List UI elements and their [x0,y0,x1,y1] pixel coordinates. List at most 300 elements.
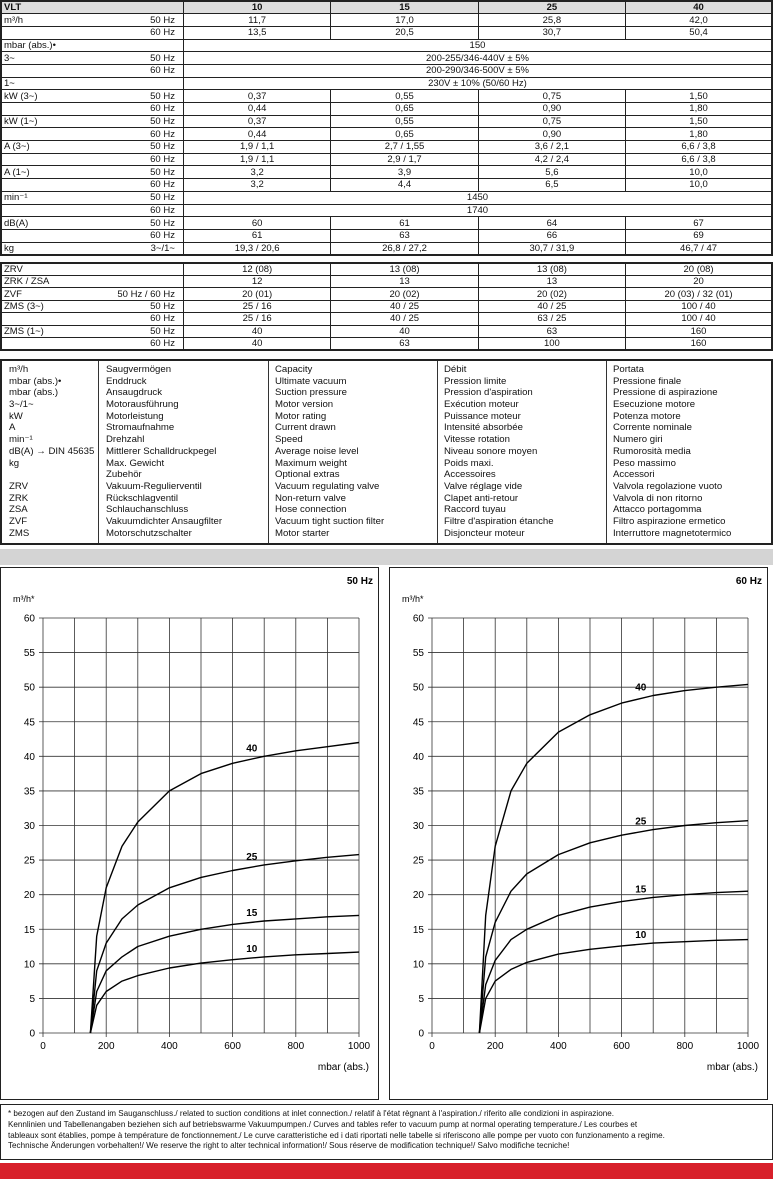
series-line-15 [90,915,359,1033]
legend-item: kg [9,457,20,469]
legend-item: Motorschutzschalter [106,527,192,539]
spec-value: 30,7 / 31,9 [478,242,625,255]
legend-panel [0,359,773,545]
spec-freq: 50 Hz [81,217,183,230]
spec-value: 1450 [183,191,772,204]
separator-bar [0,549,773,565]
spec-value: 50,4 [626,26,772,39]
spec-label [1,204,81,217]
chart-50hz-svg [1,568,380,1101]
legend-item: Raccord tuyau [444,504,506,516]
spec-value: 0,55 [331,115,478,128]
accessories-table [0,262,773,351]
legend-item: Valve réglage vide [444,480,523,492]
spec-freq: 60 Hz [81,103,183,116]
spec-row [1,229,772,242]
spec-value: 0,37 [183,90,330,103]
spec-value: 19,3 / 20,6 [183,242,330,255]
spec-freq: 50 Hz [81,191,183,204]
spec-value: 66 [478,229,625,242]
spec-value: 1,9 / 1,1 [183,153,330,166]
x-tick-label: 400 [550,1041,567,1052]
y-tick-label: 30 [23,821,35,832]
accessory-value: 13 (08) [478,263,625,276]
legend-item: Drehzahl [106,434,145,446]
accessory-row [1,325,772,337]
x-tick-label: 600 [224,1041,241,1052]
accessory-label [1,337,81,350]
spec-value: 26,8 / 27,2 [331,242,478,255]
accessory-row [1,337,772,350]
series-line-40 [479,684,748,1033]
accessory-row [1,288,772,300]
spec-row [1,204,772,217]
legend-item: Stromaufnahme [106,422,175,434]
y-tick-label: 20 [23,890,35,902]
footer-line-3: tableaux sont établies, pompe à température de fonctionnement./ Le curve caratteristiche ed i dati riportati nelle tabelle si riferiscono alle pompe per vuoto con funzionamento a regime. [8,1130,665,1140]
legend-item: Non-return valve [275,492,346,504]
accessory-label: ZMS (3~) [1,300,81,312]
series-label: 10 [635,930,647,942]
accessory-freq: 50 Hz [81,325,183,337]
legend-item: Rückschlagventil [106,492,178,504]
spec-value: 61 [331,217,478,230]
spec-value: 0,90 [478,103,625,116]
y-tick-label: 45 [412,717,424,729]
spec-value: 46,7 / 47 [626,242,772,255]
y-tick-label: 60 [412,613,424,625]
spec-freq: 60 Hz [81,229,183,242]
spec-value: 61 [183,229,330,242]
spec-label: min⁻¹ [1,191,81,204]
spec-value: 1,50 [626,115,772,128]
spec-value: 230V ± 10% (50/60 Hz) [183,77,772,90]
accessory-value: 20 (08) [626,263,772,276]
legend-item: Interruttore magnetotermico [613,527,732,539]
x-tick-label: 200 [486,1041,504,1052]
spec-freq: 50 Hz [81,141,183,154]
legend-item: Exécution moteur [444,399,519,411]
y-tick-label: 20 [412,890,424,902]
accessory-value: 40 / 25 [478,300,625,312]
spec-value: 150 [183,39,772,52]
legend-item: Débit [444,364,467,375]
x-tick-label: 600 [613,1041,630,1052]
legend-item: Optional extras [275,469,340,481]
legend-item: Saugvermögen [106,364,172,375]
accessory-value: 25 / 16 [183,313,330,325]
model-label: VLT [1,1,183,14]
x-tick-label: 800 [287,1041,305,1052]
spec-value: 63 [331,229,478,242]
x-tick-label: 0 [40,1041,46,1052]
spec-value: 60 [183,217,330,230]
spec-row [1,141,772,154]
spec-freq [81,39,183,52]
spec-label [1,103,81,116]
x-tick-label: 1000 [736,1041,760,1052]
accessory-value: 40 / 25 [331,313,478,325]
spec-row [1,26,772,39]
x-tick-label: 200 [97,1041,115,1052]
accessory-label [1,313,81,325]
y-tick-label: 0 [418,1028,424,1040]
x-tick-label: 0 [429,1041,435,1052]
legend-item: Accessori [613,469,655,481]
y-tick-label: 10 [412,959,424,971]
spec-label: dB(A) [1,217,81,230]
spec-value: 30,7 [478,26,625,39]
legend-item: Enddruck [106,375,147,387]
legend-item: Capacity [275,364,313,375]
spec-value: 0,37 [183,115,330,128]
spec-freq: 50 Hz [81,115,183,128]
legend-item: Ultimate vacuum [275,375,347,387]
y-tick-label: 45 [23,717,35,729]
accessory-value: 40 [183,337,330,350]
spec-value: 1,50 [626,90,772,103]
x-axis-label: mbar (abs.) [706,1062,758,1073]
spec-value: 6,6 / 3,8 [626,153,772,166]
spec-freq: 60 Hz [81,179,183,192]
footer-line-1: * bezogen auf den Zustand im Sauganschluss./ related to suction conditions at inlet connection./ relatif à l'état règnant à l'aspiration./ riferito alle condizioni in aspirazione. [8,1109,614,1118]
spec-freq: 50 Hz [81,52,183,65]
chart-title: 60 Hz [735,576,762,587]
spec-label: kW (1~) [1,115,81,128]
accessory-value: 40 / 25 [331,300,478,312]
accessory-freq [81,276,183,288]
chart-50hz [0,567,379,1100]
x-tick-label: 800 [676,1041,694,1052]
spec-freq: 50 Hz [81,166,183,179]
legend-item: Vakuum-Regulierventil [106,480,202,492]
legend-item: m³/h [9,364,29,375]
y-tick-label: 50 [412,682,424,694]
legend-item: 3~/1~ [9,399,34,411]
legend-item: min⁻¹ [9,434,33,446]
accessory-label: ZMS (1~) [1,325,81,337]
legend-french [444,364,554,539]
legend-item: Max. Gewicht [106,457,165,469]
accessory-value: 160 [626,325,772,337]
legend-german [106,364,222,539]
accessory-freq: 50 Hz / 60 Hz [81,288,183,300]
legend-item: Motor starter [275,527,330,539]
spec-value: 4,2 / 2,4 [478,153,625,166]
accessory-value: 13 [478,276,625,288]
accessory-value: 63 [478,325,625,337]
legend-item: Attacco portagomma [613,504,702,516]
spec-value: 1,80 [626,103,772,116]
legend-item: Hose connection [275,504,347,516]
legend-item: Clapet anti-retour [444,492,519,504]
y-tick-label: 35 [23,786,35,798]
legend-english [275,364,384,539]
accessory-value: 63 [331,337,478,350]
spec-value: 0,90 [478,128,625,141]
accessory-value: 12 [183,276,330,288]
legend-item: ZSA [9,504,28,516]
legend-item: Vitesse rotation [444,434,510,446]
y-tick-label: 40 [23,751,35,763]
spec-value: 25,8 [478,14,625,27]
accessory-value: 20 (03) / 32 (01) [626,288,772,300]
legend-item: Ansaugdruck [106,387,162,399]
spec-row [1,103,772,116]
legend-item: Pressione finale [613,375,682,387]
spec-value: 10,0 [626,179,772,192]
legend-item: kW [9,410,23,422]
spec-value: 64 [478,217,625,230]
spec-value: 67 [626,217,772,230]
accessory-freq: 50 Hz [81,300,183,312]
accessory-value: 20 [626,276,772,288]
legend-item: Mittlerer Schalldruckpegel [106,445,217,457]
y-tick-label: 0 [29,1028,35,1040]
spec-value: 200-255/346-440V ± 5% [183,52,772,65]
series-label: 25 [246,851,258,863]
footer-notes [0,1104,773,1160]
chart-60hz-svg [390,568,769,1101]
legend-item: Filtre d'aspiration étanche [444,515,554,527]
series-label: 25 [635,816,647,828]
series-label: 15 [246,907,258,919]
series-line-40 [90,743,359,1034]
spec-freq: 50 Hz [81,14,183,27]
legend-item: Average noise level [275,445,359,457]
legend-item: A [9,422,16,434]
legend-item: dB(A) → DIN 45635 [9,445,95,457]
accessory-value: 40 [331,325,478,337]
y-tick-label: 30 [412,821,424,832]
spec-freq: 60 Hz [81,153,183,166]
spec-label: 3~ [1,52,81,65]
legend-item: Corrente nominale [613,422,692,434]
spec-value: 1,9 / 1,1 [183,141,330,154]
series-line-25 [479,821,748,1033]
legend-item: Peso massimo [613,457,676,469]
legend-item: ZRV [9,480,29,492]
legend-item: Pressione di aspirazione [613,387,718,399]
spec-row [1,153,772,166]
size-header: 10 [183,1,330,14]
y-tick-label: 10 [23,959,35,971]
accessory-value: 100 [478,337,625,350]
spec-row [1,39,772,52]
spec-row [1,14,772,27]
spec-value: 10,0 [626,166,772,179]
footer-line-2: Kennlinien und Tabellenangaben beziehen sich auf betriebswarme Vakuumpumpen./ Curves and tables refer to vacuum pump at normal operating temperature./ Les courbes et [8,1119,638,1129]
spec-label: mbar (abs.)• [1,39,81,52]
spec-value: 5,6 [478,166,625,179]
spec-row [1,52,772,65]
spec-value: 20,5 [331,26,478,39]
accessory-value: 13 [331,276,478,288]
legend-item: Suction pressure [275,387,347,399]
spec-row [1,179,772,192]
spec-label: m³/h [1,14,81,27]
spec-value: 13,5 [183,26,330,39]
series-line-10 [479,940,748,1033]
spec-value: 1740 [183,204,772,217]
footer-line-4: Technische Änderungen vorbehalten!/ We reserve the right to alter technical information!/ Sous réserve de modification technique!/ Salvo modifiche tecniche! [8,1141,570,1151]
spec-row [1,217,772,230]
series-line-25 [90,855,359,1033]
size-header: 40 [626,1,772,14]
spec-row [1,115,772,128]
legend-item: ZMS [9,527,30,539]
accessory-value: 25 / 16 [183,300,330,312]
legend-item: Motor version [275,399,334,411]
legend-item: Vakuumdichter Ansaugfilter [106,515,223,527]
spec-value: 1,80 [626,128,772,141]
chart-title: 50 Hz [346,576,373,587]
x-tick-label: 400 [161,1041,178,1052]
spec-value: 3,2 [183,166,330,179]
legend-item: Accessoires [444,469,496,481]
y-tick-label: 40 [412,751,424,763]
legend-item: Vacuum tight suction filter [275,515,385,527]
x-tick-label: 1000 [347,1041,371,1052]
spec-label [1,26,81,39]
y-tick-label: 55 [412,648,424,660]
spec-value: 0,44 [183,103,330,116]
legend-item: Motorleistung [106,410,164,422]
legend-item: Schlauchanschluss [106,504,189,516]
series-label: 15 [635,884,647,896]
spec-value: 0,75 [478,115,625,128]
legend-abbreviations [9,364,94,539]
y-tick-label: 25 [23,855,35,867]
spec-table [0,0,773,256]
spec-header-row [1,1,772,14]
y-tick-label: 55 [23,648,35,660]
accessory-row [1,263,772,276]
legend-italian [613,364,731,539]
legend-item: Poids maxi. [444,457,494,469]
accessory-row [1,313,772,325]
spec-row [1,77,772,90]
legend-item: Rumorosità media [613,445,691,457]
spec-freq [81,77,183,90]
legend-item: Portata [613,364,644,375]
y-tick-label: 35 [412,786,424,798]
spec-value: 0,75 [478,90,625,103]
size-header: 25 [478,1,625,14]
accessory-value: 100 / 40 [626,313,772,325]
legend-item: ZRK [9,492,29,504]
legend-item: Vacuum regulating valve [275,480,380,492]
y-tick-label: 5 [29,993,35,1005]
spec-freq: 3~/1~ [81,242,183,255]
legend-item: Esecuzione motore [613,399,696,411]
spec-value: 17,0 [331,14,478,27]
series-line-15 [479,891,748,1033]
accessory-value: 100 / 40 [626,300,772,312]
series-label: 40 [635,682,647,694]
series-label: 40 [246,743,258,755]
spec-value: 0,44 [183,128,330,141]
y-tick-label: 25 [412,855,424,867]
spec-row [1,128,772,141]
brand-bar [0,1163,773,1179]
legend-item: Numero giri [613,434,663,446]
y-axis-label: m³/h* [13,594,35,604]
spec-value: 3,6 / 2,1 [478,141,625,154]
spec-freq: 60 Hz [81,64,183,77]
y-tick-label: 5 [418,993,424,1005]
legend-item: Pression limite [444,375,507,387]
spec-value: 3,9 [331,166,478,179]
accessory-label: ZRK / ZSA [1,276,81,288]
y-tick-label: 60 [23,613,35,625]
series-line-10 [90,952,359,1033]
series-label: 10 [246,943,258,955]
spec-label [1,64,81,77]
spec-value: 69 [626,229,772,242]
chart-60hz [389,567,768,1100]
spec-label [1,179,81,192]
legend-item: ZVF [9,515,28,527]
y-axis-label: m³/h* [402,594,424,604]
accessory-value: 13 (08) [331,263,478,276]
legend-item: Current drawn [275,422,336,434]
legend-item: Pression d'aspiration [444,387,533,399]
legend-item: Disjoncteur moteur [444,527,525,539]
accessory-value: 63 / 25 [478,313,625,325]
legend-item: Motor rating [275,410,327,422]
spec-label: kW (3~) [1,90,81,103]
spec-row [1,64,772,77]
spec-label [1,229,81,242]
accessory-value: 20 (01) [183,288,330,300]
y-tick-label: 15 [23,924,35,936]
accessory-row [1,276,772,288]
legend-item: Filtro aspirazione ermetico [613,515,726,527]
spec-label [1,128,81,141]
spec-value: 3,2 [183,179,330,192]
spec-value: 6,6 / 3,8 [626,141,772,154]
spec-freq: 50 Hz [81,90,183,103]
spec-row [1,191,772,204]
accessory-label: ZVF [1,288,81,300]
spec-label: kg [1,242,81,255]
spec-value: 200-290/346-500V ± 5% [183,64,772,77]
legend-item: Motorausführung [106,399,179,411]
accessory-value: 12 (08) [183,263,330,276]
legend-item: Zubehör [106,469,142,481]
accessory-value: 20 (02) [478,288,625,300]
accessory-freq: 60 Hz [81,337,183,350]
legend-item: Speed [275,434,303,446]
spec-value: 0,65 [331,103,478,116]
spec-value: 2,7 / 1,55 [331,141,478,154]
spec-value: 2,9 / 1,7 [331,153,478,166]
spec-freq: 60 Hz [81,128,183,141]
legend-item: Niveau sonore moyen [444,445,538,457]
legend-item [9,469,94,481]
accessory-value: 160 [626,337,772,350]
spec-value: 0,65 [331,128,478,141]
spec-row [1,166,772,179]
spec-value: 6,5 [478,179,625,192]
size-header: 15 [331,1,478,14]
accessory-label: ZRV [1,263,81,276]
legend-item: mbar (abs.)• [9,375,62,387]
spec-label: A (3~) [1,141,81,154]
legend-item: Valvola regolazione vuoto [613,480,723,492]
legend-item: mbar (abs.) [9,387,59,399]
